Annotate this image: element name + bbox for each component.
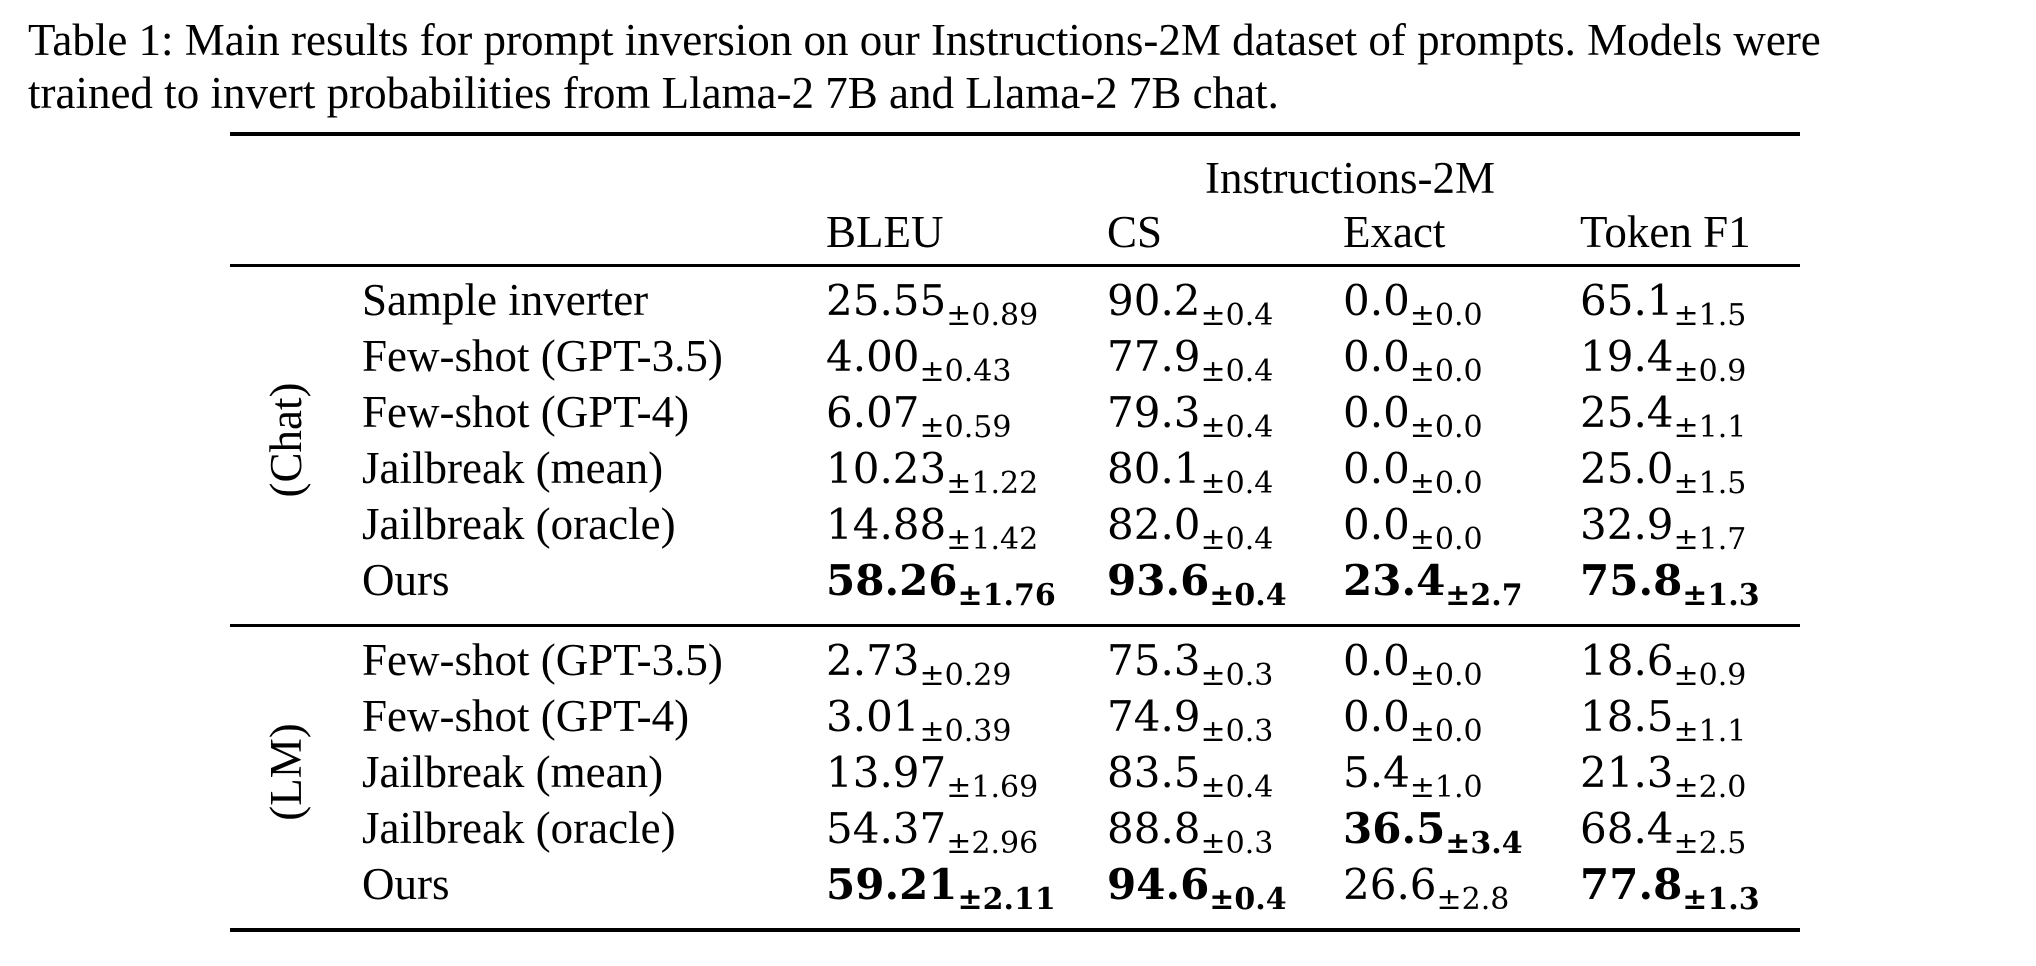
cell-cs	[1107, 744, 1273, 806]
cell-value: 58.26	[826, 556, 958, 605]
cell-token-f1	[1580, 440, 1746, 502]
section-rule	[230, 264, 1800, 267]
cell-bleu	[826, 632, 1011, 694]
cell-std: ±1.1	[1673, 410, 1747, 445]
table-row	[230, 800, 1800, 861]
cell-std: ±3.4	[1445, 826, 1523, 861]
group-header: Instructions-2M	[1205, 153, 1495, 203]
cell-value: 18.5	[1580, 692, 1674, 741]
cell-std: ±1.7	[1673, 522, 1747, 557]
cell-value: 59.21	[826, 860, 958, 909]
cell-std: ±1.3	[1682, 578, 1760, 613]
cell-std: ±0.4	[1200, 354, 1274, 389]
cell-token-f1	[1580, 496, 1746, 558]
cell-std: ±0.0	[1409, 522, 1483, 557]
cell-std: ±2.11	[957, 882, 1056, 917]
cell-cs	[1107, 800, 1273, 862]
table-row	[230, 688, 1800, 749]
cell-value: 25.4	[1580, 388, 1674, 437]
cell-value: 88.8	[1107, 804, 1201, 853]
cell-cs	[1107, 440, 1273, 502]
column-header-cs: CS	[1107, 207, 1163, 257]
cell-token-f1	[1580, 856, 1760, 918]
cell-value: 21.3	[1580, 748, 1674, 797]
cell-std: ±0.4	[1200, 298, 1274, 333]
cell-token-f1	[1580, 688, 1746, 750]
cell-value: 54.37	[826, 804, 947, 853]
cell-exact	[1343, 384, 1483, 446]
table-row	[230, 496, 1800, 557]
method-name: Ours	[362, 859, 450, 909]
cell-cs	[1107, 384, 1273, 446]
cell-bleu	[826, 496, 1038, 558]
method-name: Jailbreak (mean)	[362, 747, 664, 797]
cell-std: ±0.89	[946, 298, 1039, 333]
method-name: Few-shot (GPT-3.5)	[362, 331, 723, 381]
cell-cs	[1107, 328, 1273, 390]
cell-std: ±1.76	[957, 578, 1056, 613]
cell-bleu	[826, 744, 1038, 806]
cell-cs	[1107, 688, 1273, 750]
cell-exact	[1343, 328, 1483, 390]
column-header-bleu: BLEU	[826, 207, 944, 257]
cell-value: 10.23	[826, 444, 947, 493]
section-label: (Chat)	[261, 382, 311, 498]
cell-value: 14.88	[826, 500, 947, 549]
cell-bleu	[826, 384, 1011, 446]
cell-cs	[1107, 496, 1273, 558]
cell-value: 77.8	[1580, 860, 1683, 909]
cell-value: 74.9	[1107, 692, 1201, 741]
cell-bleu	[826, 856, 1056, 918]
cell-std: ±0.0	[1409, 714, 1483, 749]
cell-bleu	[826, 440, 1038, 502]
cell-std: ±0.0	[1409, 658, 1483, 693]
cell-value: 26.6	[1343, 860, 1437, 909]
cell-bleu	[826, 688, 1011, 750]
cell-value: 68.4	[1580, 804, 1674, 853]
cell-std: ±1.22	[946, 466, 1039, 501]
cell-value: 65.1	[1580, 276, 1674, 325]
cell-std: ±0.3	[1200, 658, 1274, 693]
section-label: (LM)	[261, 723, 311, 821]
table-row	[230, 856, 1800, 917]
cell-cs	[1107, 272, 1273, 334]
cell-value: 90.2	[1107, 276, 1201, 325]
cell-std: ±1.1	[1673, 714, 1747, 749]
cell-exact	[1343, 856, 1509, 918]
cell-value: 75.8	[1580, 556, 1683, 605]
cell-value: 25.0	[1580, 444, 1674, 493]
cell-std: ±0.4	[1200, 522, 1274, 557]
cell-value: 2.73	[826, 636, 920, 685]
cell-std: ±0.0	[1409, 354, 1483, 389]
table-row	[230, 272, 1800, 333]
method-name: Jailbreak (oracle)	[362, 803, 676, 853]
cell-value: 0.0	[1343, 332, 1410, 381]
caption-line-2: trained to invert probabilities from Llama-2 7B and Llama-2 7B chat.	[28, 68, 1279, 118]
cell-value: 13.97	[826, 748, 947, 797]
cell-cs	[1107, 856, 1287, 918]
cell-value: 5.4	[1343, 748, 1410, 797]
cell-bleu	[826, 552, 1056, 614]
cell-value: 77.9	[1107, 332, 1201, 381]
cell-std: ±1.0	[1409, 770, 1483, 805]
cell-exact	[1343, 440, 1483, 502]
column-header-exact: Exact	[1343, 207, 1446, 257]
cell-std: ±1.42	[946, 522, 1039, 557]
cell-std: ±2.7	[1445, 578, 1523, 613]
cell-exact	[1343, 496, 1483, 558]
method-name: Few-shot (GPT-3.5)	[362, 635, 723, 685]
table-row	[230, 744, 1800, 805]
results-table	[230, 132, 1800, 932]
method-name: Sample inverter	[362, 275, 649, 325]
cell-value: 4.00	[826, 332, 920, 381]
cell-std: ±0.43	[919, 354, 1012, 389]
top-rule	[230, 132, 1800, 136]
cell-bleu	[826, 328, 1011, 390]
cell-std: ±1.5	[1673, 298, 1747, 333]
cell-value: 0.0	[1343, 500, 1410, 549]
cell-std: ±0.9	[1673, 658, 1747, 693]
cell-value: 93.6	[1107, 556, 1210, 605]
method-name: Ours	[362, 555, 450, 605]
cell-std: ±2.8	[1436, 882, 1510, 917]
cell-value: 3.01	[826, 692, 920, 741]
cell-value: 0.0	[1343, 276, 1410, 325]
cell-std: ±1.3	[1682, 882, 1760, 917]
cell-token-f1	[1580, 384, 1746, 446]
cell-cs	[1107, 552, 1287, 614]
cell-exact	[1343, 272, 1483, 334]
cell-std: ±0.3	[1200, 714, 1274, 749]
cell-std: ±0.4	[1200, 410, 1274, 445]
caption-line-1: Table 1: Main results for prompt inversion on our Instructions-2M dataset of prompts. Models were	[28, 15, 1821, 65]
cell-value: 79.3	[1107, 388, 1201, 437]
method-name: Jailbreak (oracle)	[362, 499, 676, 549]
cell-std: ±0.3	[1200, 826, 1274, 861]
cell-value: 83.5	[1107, 748, 1201, 797]
cell-value: 19.4	[1580, 332, 1674, 381]
cell-token-f1	[1580, 328, 1746, 390]
table-row	[230, 632, 1800, 693]
cell-token-f1	[1580, 800, 1746, 862]
method-name: Few-shot (GPT-4)	[362, 691, 690, 741]
cell-value: 0.0	[1343, 388, 1410, 437]
cell-std: ±0.4	[1209, 578, 1287, 613]
table-row	[230, 328, 1800, 389]
cell-value: 0.0	[1343, 444, 1410, 493]
cell-std: ±2.0	[1673, 770, 1747, 805]
cell-token-f1	[1580, 632, 1746, 694]
table-caption	[28, 14, 2036, 120]
method-name: Few-shot (GPT-4)	[362, 387, 690, 437]
cell-exact	[1343, 800, 1523, 862]
cell-value: 32.9	[1580, 500, 1674, 549]
cell-std: ±0.29	[919, 658, 1012, 693]
cell-std: ±0.9	[1673, 354, 1747, 389]
cell-value: 80.1	[1107, 444, 1201, 493]
bottom-rule	[230, 928, 1800, 932]
column-header-token-f1: Token F1	[1580, 207, 1751, 257]
cell-token-f1	[1580, 744, 1746, 806]
cell-value: 75.3	[1107, 636, 1201, 685]
cell-std: ±1.69	[946, 770, 1039, 805]
cell-token-f1	[1580, 552, 1760, 614]
cell-value: 0.0	[1343, 636, 1410, 685]
cell-cs	[1107, 632, 1273, 694]
cell-exact	[1343, 552, 1523, 614]
cell-std: ±2.5	[1673, 826, 1747, 861]
method-name: Jailbreak (mean)	[362, 443, 664, 493]
cell-value: 36.5	[1343, 804, 1446, 853]
cell-exact	[1343, 632, 1483, 694]
cell-value: 18.6	[1580, 636, 1674, 685]
cell-std: ±2.96	[946, 826, 1039, 861]
table-row	[230, 552, 1800, 613]
cell-std: ±0.0	[1409, 298, 1483, 333]
cell-std: ±0.4	[1200, 466, 1274, 501]
cell-value: 25.55	[826, 276, 947, 325]
cell-exact	[1343, 744, 1483, 806]
cell-value: 94.6	[1107, 860, 1210, 909]
cell-bleu	[826, 272, 1038, 334]
cell-value: 6.07	[826, 388, 920, 437]
cell-std: ±0.4	[1209, 882, 1287, 917]
cell-token-f1	[1580, 272, 1746, 334]
cell-std: ±0.59	[919, 410, 1012, 445]
cell-value: 23.4	[1343, 556, 1446, 605]
cell-std: ±1.5	[1673, 466, 1747, 501]
cell-std: ±0.4	[1200, 770, 1274, 805]
cell-exact	[1343, 688, 1483, 750]
cell-std: ±0.0	[1409, 410, 1483, 445]
cell-std: ±0.39	[919, 714, 1012, 749]
cell-bleu	[826, 800, 1038, 862]
cell-value: 82.0	[1107, 500, 1201, 549]
section-rule	[230, 624, 1800, 627]
cell-std: ±0.0	[1409, 466, 1483, 501]
cell-value: 0.0	[1343, 692, 1410, 741]
